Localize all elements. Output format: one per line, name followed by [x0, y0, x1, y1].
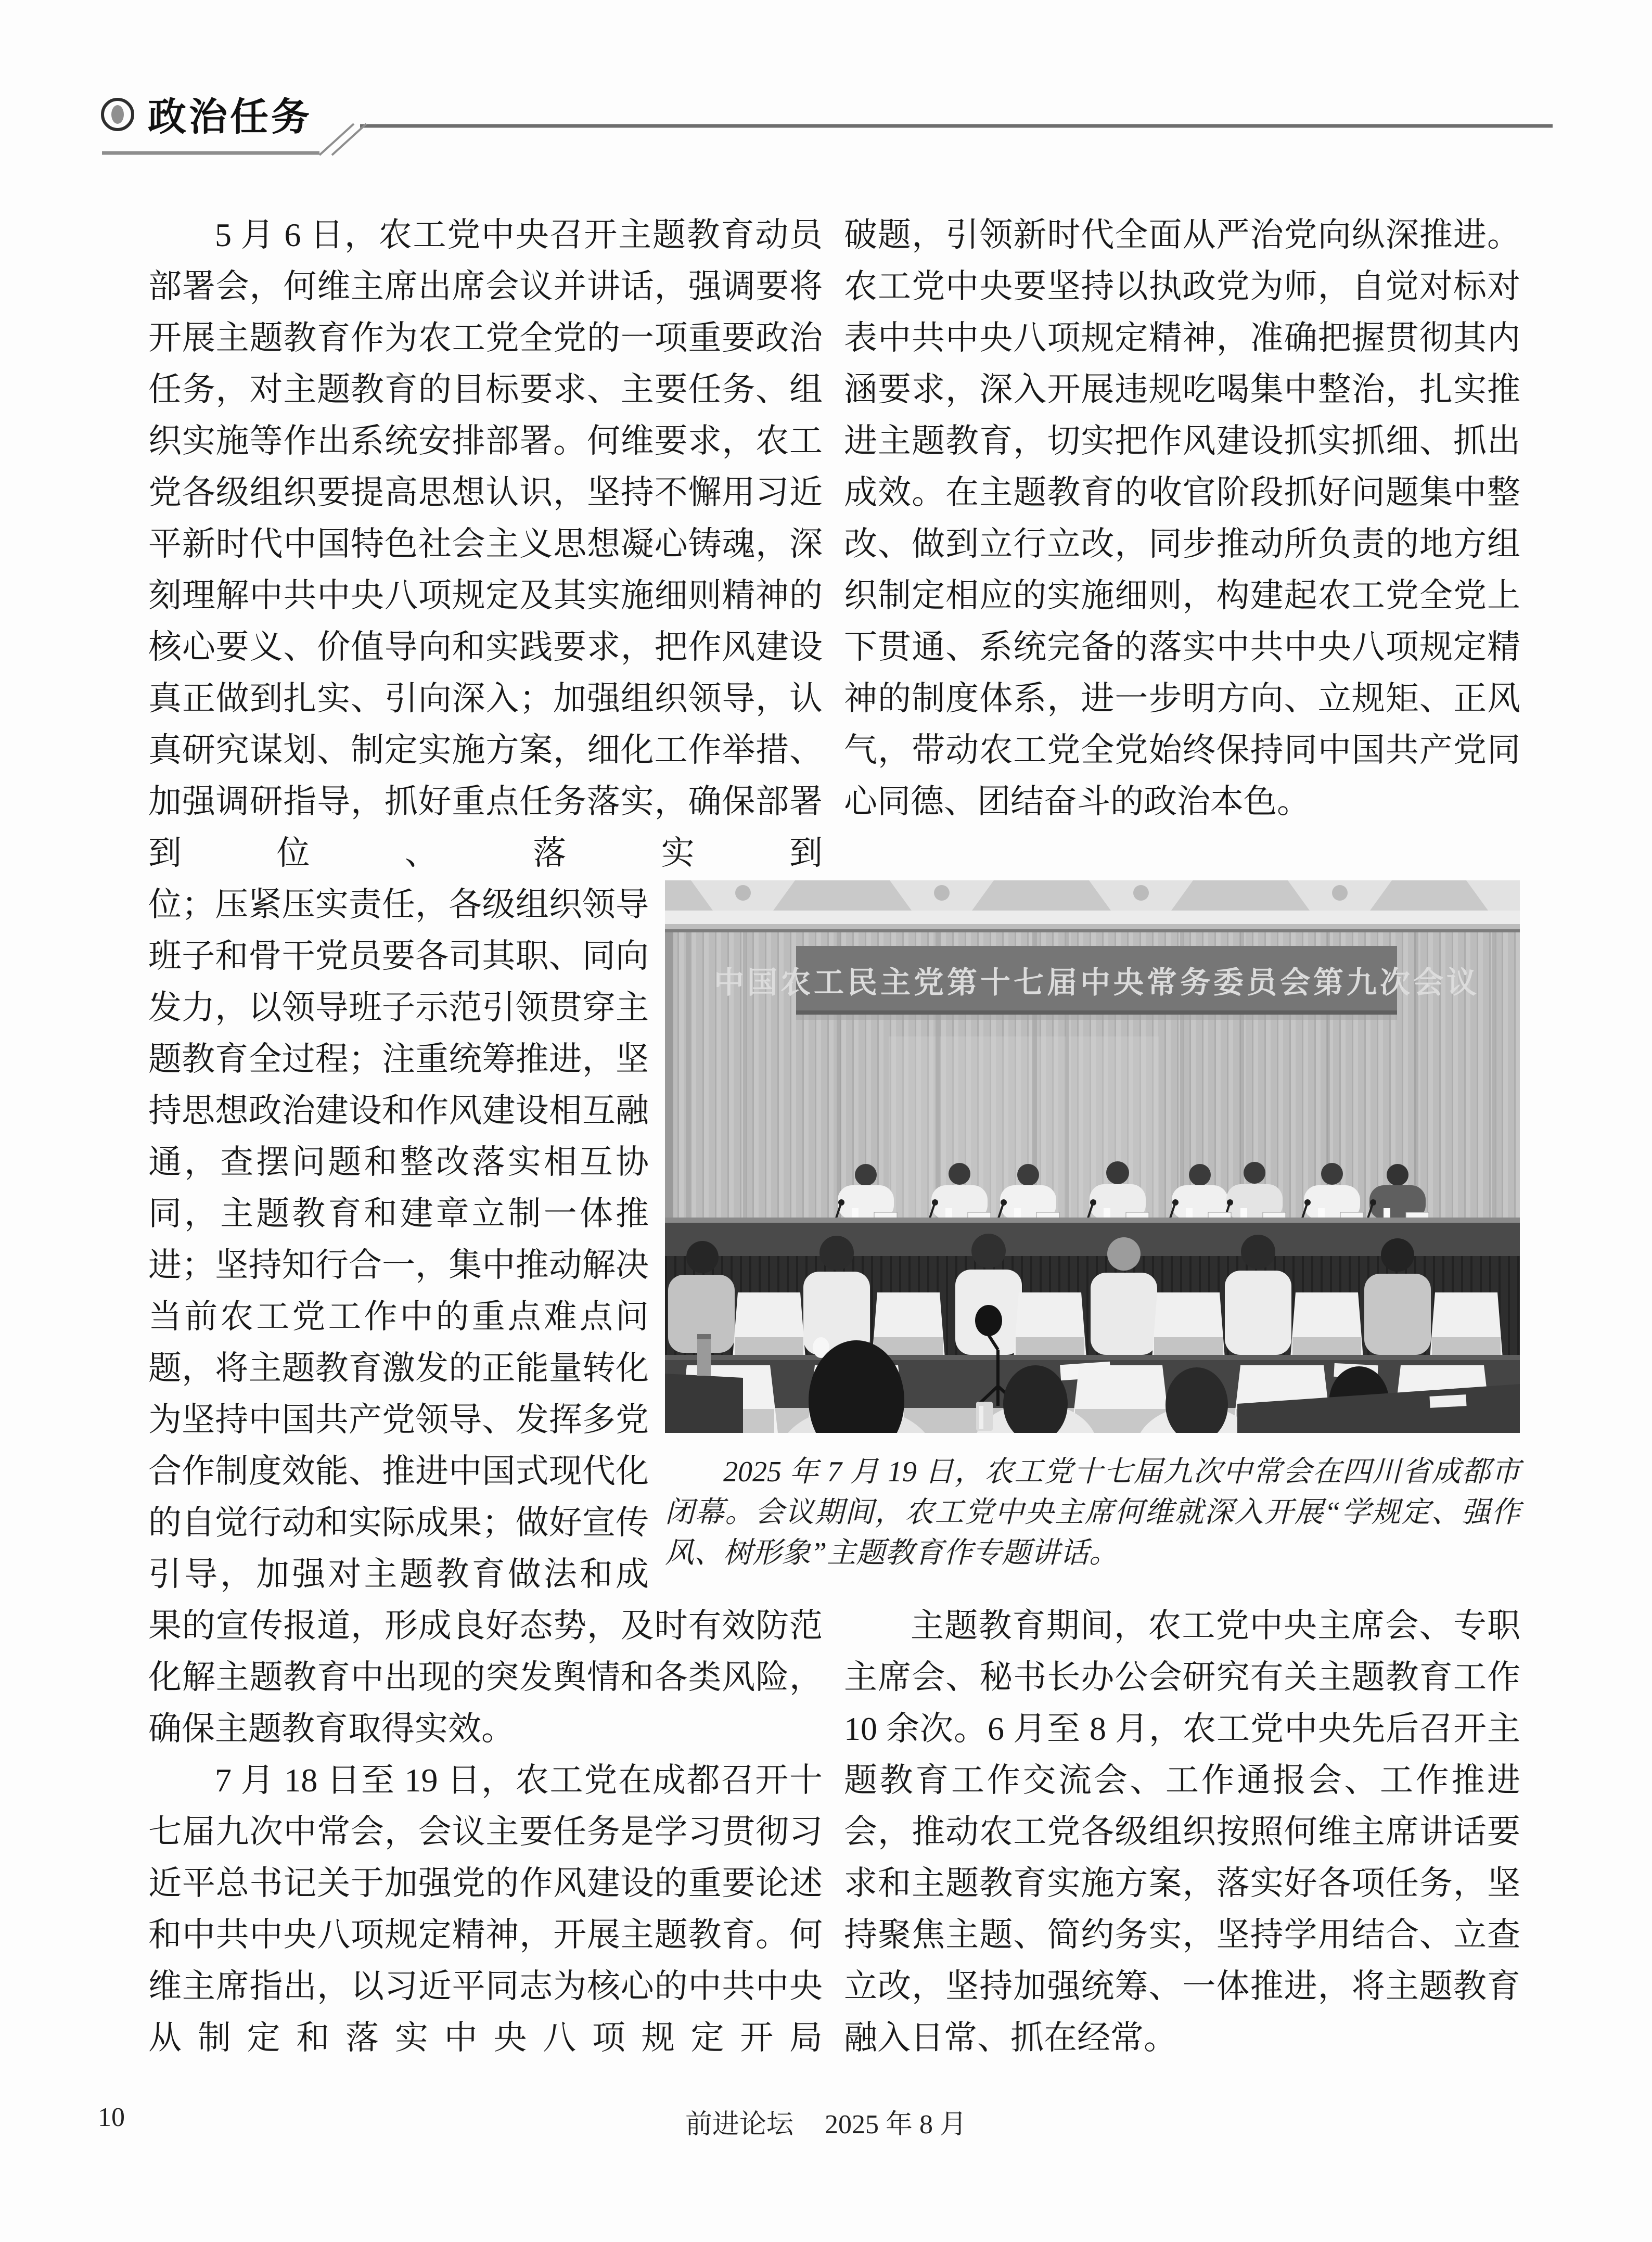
ceiling-ornaments [665, 880, 1520, 933]
meeting-photo [665, 880, 1520, 1433]
left-column-paragraph-1-start: 5 月 6 日，农工党中央召开主题教育动员部署会，何维主席出席会议并讲话，强调要将开展主题教育作为农工党全党的一项重要政治任务，对主题教育的目标要求、主要任务、组织实施等作出系统安排部署。何维要求，农工党各级组织要提高思想认识，坚持不懈用习近平新时代中国特色社会主义思想凝心铸魂，深刻理解中共中央八项规定及其实施细则精神的核心要义、价值导向和实践要求，把作风建设真正做到扎实、引向深入；加强组织领导，认真研究谋划、制定实施方案，细化工作举措、加强调研指导，抓好重点任务落实，确保部署到位、落实到 [148, 216, 823, 872]
page-number: 10 [98, 2103, 125, 2132]
left-column-paragraph-1-beside-photo: 位；压紧压实责任，各级组织领导班子和骨干党员要各司其职、同向发力，以领导班子示范引领贯穿主题教育全过程；注重统筹推进，坚持思想政治建设和作风建设相互融通，查摆问题和整改落实相互协同，主题教育和建章立制一体推进；坚持知行合一，集中推动解决当前农工党工作中的重点难点问题，将主题教育激发的正能量转化为坚持中国共产党领导、发挥多党合作制度效能、推进中国式现代化的自觉行动和实际成果；做好宣传引导，加强对主题教育做法和成 [148, 886, 649, 1593]
left-column-paragraph-1-end: 果的宣传报道，形成良好态势，及时有效防范化解主题教育中出现的突发舆情和各类风险，确保主题教育取得实效。 [148, 1607, 823, 1747]
right-column-paragraph-2-continued: 破题，引领新时代全面从严治党向纵深推进。农工党中央要坚持以执政党为师，自觉对标对表中共中央八项规定精神，准确把握贯彻其内涵要求，深入开展违规吃喝集中整治，扎实推进主题教育，切实把作风建设抓实抓细、抓出成效。在主题教育的收官阶段抓好问题集中整改、做到立行立改，同步推动所负责的地方组织制定相应的实施细则，构建起农工党全党上下贯通、系统完备的落实中共中央八项规定精神的制度体系，进一步明方向、立规矩、正风气，带动农工党全党始终保持同中国共产党同心同德、团结奋斗的政治本色。 [844, 216, 1520, 820]
header-rule [101, 119, 1558, 160]
conference-banner [714, 946, 1480, 1020]
issue-date: 2025 年 8 月 [825, 2110, 967, 2139]
meeting-photo-art [665, 880, 1520, 1433]
banner-text: 中国农工民主党第十七届中央常务委员会第九次会议 [713, 966, 1480, 1000]
right-column-paragraph-3: 主题教育期间，农工党中央主席会、专职主席会、秘书长办公会研究有关主题教育工作 10 余次。6 月至 8 月，农工党中央先后召开主题教育工作交流会、工作通报会、工作推进会，推动农工党各级组织按照何维主席讲话要求和主题教育实施方案，落实好各项任务，坚持聚焦主题、简约务实，坚持学用结合、立查立改，坚持加强统筹、一体推进，将主题教育融入日常、抓在经常。 [844, 1607, 1520, 2056]
photo-caption: 2025 年 7 月 19 日，农工党十七届九次中常会在四川省成都市闭幕。会议期间，农工党中央主席何维就深入开展“学规定、强作风、树形象”主题教育作专题讲话。 [665, 1456, 1520, 1569]
left-column-paragraph-2-start: 7 月 18 日至 19 日，农工党在成都召开十七届九次中常会，会议主要任务是学习贯彻习近平总书记关于加强党的作风建设的重要论述和中共中央八项规定精神，开展主题教育。何维主席指出，以习近平同志为核心的中共中央从制定和落实中央八项规定开局 [148, 1762, 823, 2056]
section-title: 政治任务 [148, 96, 312, 139]
footer-center [0, 2102, 1652, 2141]
left-column-bottom-block [148, 1600, 823, 2068]
journal-title: 前进论坛 [685, 2110, 793, 2139]
